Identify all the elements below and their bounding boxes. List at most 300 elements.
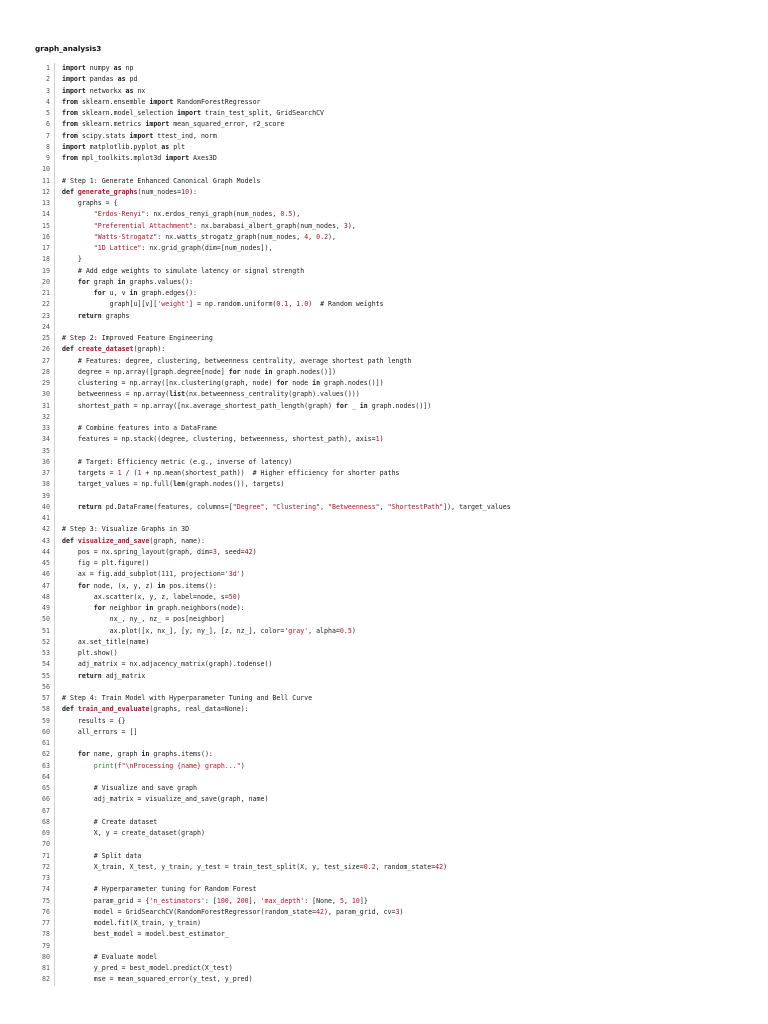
- code-line: [30, 884, 750, 895]
- code-token: 'max_depth': [260, 896, 305, 905]
- line-number: 63: [42, 761, 50, 770]
- gutter-divider: [54, 682, 55, 693]
- gutter-divider: [54, 749, 55, 760]
- code-token: ): [379, 435, 384, 444]
- code-token: return: [77, 502, 102, 511]
- code-token: model.fit(X_train, y_train): [62, 919, 201, 927]
- gutter-divider: [54, 693, 55, 704]
- code-token: # Random weights: [320, 300, 384, 309]
- code-token: import: [129, 131, 154, 140]
- code-token: 4: [304, 232, 309, 241]
- gutter-divider: [54, 839, 55, 850]
- line-number: 16: [42, 232, 50, 241]
- code-token: f"\nProcessing {name} graph...": [117, 761, 241, 770]
- code-token: def: [62, 187, 74, 196]
- code-text: [62, 198, 750, 209]
- code-line: [30, 862, 750, 873]
- line-number: 62: [42, 750, 50, 759]
- code-text: [62, 63, 750, 74]
- gutter-divider: [54, 941, 55, 952]
- line-number: 64: [42, 772, 50, 781]
- code-token: "Clustering": [272, 502, 321, 511]
- code-token: neighbor: [105, 604, 146, 612]
- code-token: 100: [216, 896, 229, 905]
- code-token: for: [276, 379, 289, 387]
- code-text: [62, 479, 750, 490]
- code-token: '3d': [224, 570, 241, 579]
- code-token: import: [149, 97, 174, 106]
- line-number: 17: [42, 244, 50, 252]
- gutter-divider: [54, 266, 55, 277]
- code-line: [30, 547, 750, 558]
- gutter-divider: [54, 761, 55, 772]
- gutter-divider: [54, 434, 55, 445]
- code-token: as: [161, 142, 170, 151]
- code-token: [62, 210, 94, 218]
- code-token: as: [113, 64, 122, 72]
- code-token: ),: [328, 232, 336, 241]
- gutter-divider: [54, 806, 55, 817]
- code-token: ): [236, 592, 241, 601]
- code-token: in: [359, 401, 368, 410]
- code-token: [62, 750, 78, 758]
- code-token: # Features: degree, clustering, betweenness centrality, average shortest path length: [77, 356, 412, 365]
- code-token: def: [62, 705, 74, 714]
- code-token: numpy: [85, 64, 114, 72]
- code-text: [62, 277, 750, 288]
- code-line: [30, 153, 750, 164]
- code-token: return: [77, 311, 102, 320]
- code-text: [62, 592, 750, 603]
- code-line: [30, 367, 750, 378]
- code-text: [62, 288, 750, 299]
- line-number: 76: [42, 907, 50, 916]
- code-line: [30, 468, 750, 479]
- line-number: 73: [42, 874, 50, 882]
- code-token: 3: [395, 907, 400, 916]
- code-text: [62, 626, 750, 637]
- code-token: for: [77, 750, 90, 759]
- code-line: [30, 491, 750, 502]
- code-token: mse = mean_squared_error(y_test, y_pred): [62, 975, 253, 984]
- code-line: [30, 682, 750, 693]
- line-number: 27: [42, 356, 50, 365]
- code-token: from: [62, 154, 78, 162]
- gutter-divider: [54, 277, 55, 288]
- line-number: 40: [42, 502, 50, 511]
- gutter-divider: [54, 254, 55, 265]
- code-token: [62, 672, 78, 680]
- code-token: "1D Lattice": [93, 244, 142, 252]
- code-token: # Combine features into a DataFrame: [77, 424, 217, 432]
- code-token: ax.plot([x, nx_], [y, ny_], [z, nz_], color=: [62, 626, 285, 635]
- line-number: 12: [42, 187, 50, 196]
- code-token: for: [77, 581, 90, 590]
- code-line: [30, 704, 750, 715]
- line-number: 59: [42, 716, 50, 725]
- code-token: pd: [125, 75, 138, 84]
- line-number: 33: [42, 424, 50, 432]
- code-token: graphs = {: [62, 199, 118, 207]
- code-token: [62, 312, 78, 320]
- gutter-divider: [54, 221, 55, 232]
- gutter-divider: [54, 344, 55, 355]
- code-token: def: [62, 345, 74, 354]
- code-token: : nx.erdos_renyi_graph(num_nodes,: [145, 210, 281, 219]
- code-block: [30, 63, 750, 986]
- line-number: 69: [42, 829, 50, 837]
- code-text: [62, 569, 750, 580]
- code-token: sklearn.model_selection: [77, 109, 178, 117]
- code-text: [62, 176, 750, 187]
- gutter-divider: [54, 389, 55, 400]
- code-text: [62, 401, 750, 412]
- line-number: 55: [42, 671, 50, 680]
- code-text: [62, 806, 750, 817]
- gutter-divider: [54, 198, 55, 209]
- code-text: [62, 873, 750, 884]
- line-number: 24: [42, 322, 50, 331]
- code-line: [30, 749, 750, 760]
- code-text: [62, 322, 750, 333]
- gutter-divider: [54, 648, 55, 659]
- line-number: 51: [42, 626, 50, 635]
- line-number: 28: [42, 367, 50, 376]
- code-line: [30, 209, 750, 220]
- code-token: "Watts-Strogatz": [93, 232, 158, 241]
- code-token: # Add edge weights to simulate latency or signal strength: [77, 266, 305, 275]
- code-token: import: [62, 64, 86, 72]
- code-token: 0.2: [363, 862, 376, 871]
- code-line: [30, 659, 750, 670]
- gutter-divider: [54, 86, 55, 97]
- code-token: [62, 582, 78, 590]
- code-line: [30, 783, 750, 794]
- gutter-divider: [54, 862, 55, 873]
- code-token: [62, 503, 78, 511]
- gutter-divider: [54, 119, 55, 130]
- code-line: [30, 243, 750, 254]
- code-text: [62, 524, 750, 535]
- code-text: [62, 929, 750, 940]
- line-number: 66: [42, 795, 50, 804]
- code-text: [62, 209, 750, 220]
- code-token: ],: [248, 896, 261, 905]
- line-number: 46: [42, 570, 50, 579]
- code-token: in: [157, 581, 166, 590]
- code-text: [62, 119, 750, 130]
- code-token: (graph):: [133, 345, 166, 354]
- code-token: X_train, X_test, y_train, y_test = train_test_split(X, y, test_size=: [62, 862, 364, 871]
- code-token: [62, 458, 78, 466]
- code-text: [62, 963, 750, 974]
- line-number: 2: [46, 75, 50, 84]
- code-token: graphs.values():: [125, 277, 194, 286]
- gutter-divider: [54, 322, 55, 333]
- code-line: [30, 299, 750, 310]
- code-token: : [None,: [304, 896, 340, 905]
- code-token: ),: [347, 221, 356, 230]
- code-text: [62, 907, 750, 918]
- code-text: [62, 648, 750, 659]
- code-token: "ShortestPath": [387, 502, 444, 511]
- gutter-divider: [54, 727, 55, 738]
- code-line: [30, 378, 750, 389]
- line-number: 72: [42, 862, 50, 871]
- code-token: [62, 784, 94, 792]
- code-token: # Visualize and save graph: [93, 784, 197, 792]
- code-token: graph.nodes()]): [272, 367, 336, 376]
- code-token: mpl_toolkits.mplot3d: [77, 154, 166, 162]
- code-text: [62, 637, 750, 648]
- code-token: nx_, ny_, nz_ = pos[neighbor]: [62, 615, 225, 624]
- gutter-divider: [54, 592, 55, 603]
- code-token: return: [77, 671, 102, 680]
- gutter-divider: [54, 637, 55, 648]
- gutter-divider: [54, 491, 55, 502]
- code-line: [30, 592, 750, 603]
- code-line: [30, 907, 750, 918]
- gutter-divider: [54, 108, 55, 119]
- code-line: [30, 896, 750, 907]
- gutter-divider: [54, 457, 55, 468]
- code-token: 200: [236, 896, 249, 905]
- code-token: adj_matrix = nx.adjacency_matrix(graph).todense(): [62, 660, 273, 669]
- gutter-divider: [54, 479, 55, 490]
- code-token: import: [62, 142, 86, 151]
- code-text: [62, 378, 750, 389]
- code-token: clustering = np.array([nx.clustering(graph, node): [62, 379, 277, 387]
- gutter-divider: [54, 333, 55, 344]
- code-token: [62, 357, 78, 365]
- code-token: matplotlib.pyplot: [85, 142, 162, 151]
- code-line: [30, 513, 750, 524]
- code-token: ),: [292, 210, 301, 219]
- code-line: [30, 344, 750, 355]
- line-number: 7: [46, 131, 50, 140]
- code-token: in: [145, 604, 154, 612]
- code-token: 3: [343, 221, 348, 230]
- code-token: pd.DataFrame(features, columns=[: [101, 502, 233, 511]
- code-token: graph.nodes()]): [320, 379, 384, 387]
- code-token: import: [177, 109, 201, 117]
- line-number: 70: [42, 840, 50, 849]
- code-line: [30, 581, 750, 592]
- code-token: for: [93, 604, 106, 612]
- line-number: 75: [42, 896, 50, 905]
- code-text: [62, 513, 750, 524]
- line-number: 47: [42, 581, 50, 590]
- code-token: , projection=: [173, 570, 225, 579]
- code-text: [62, 367, 750, 378]
- code-text: [62, 131, 750, 142]
- code-line: [30, 131, 750, 142]
- code-token: in: [312, 379, 321, 387]
- code-text: [62, 918, 750, 929]
- gutter-divider: [54, 569, 55, 580]
- line-number: 14: [42, 210, 50, 219]
- code-token: in: [264, 367, 273, 376]
- code-text: [62, 783, 750, 794]
- code-token: best_model = model.best_estimator_: [62, 930, 229, 939]
- code-token: 1.0: [296, 300, 309, 309]
- code-line: [30, 839, 750, 850]
- code-line: [30, 716, 750, 727]
- code-token: 10: [181, 187, 190, 196]
- code-token: 1: [375, 435, 380, 444]
- code-token: [62, 278, 78, 286]
- line-number: 65: [42, 784, 50, 792]
- code-text: [62, 716, 750, 727]
- code-text: [62, 952, 750, 963]
- line-number: 31: [42, 401, 50, 410]
- code-token: graphs: [101, 311, 130, 320]
- code-token: (graphs, real_data=None):: [149, 705, 249, 714]
- code-token: import: [165, 154, 190, 162]
- line-number: 78: [42, 930, 50, 939]
- code-token: from: [62, 120, 78, 129]
- code-token: ): [240, 570, 245, 579]
- gutter-divider: [54, 513, 55, 524]
- code-token: [62, 233, 94, 241]
- code-token: 'gray': [284, 626, 309, 635]
- line-number: 18: [42, 255, 50, 264]
- code-token: train_and_evaluate: [77, 705, 150, 714]
- code-token: ,: [379, 502, 388, 511]
- code-token: fig = plt.figure(): [62, 559, 150, 567]
- code-token: y_pred = best_model.predict(X_test): [62, 964, 233, 972]
- line-number: 41: [42, 514, 50, 522]
- code-token: [62, 953, 94, 961]
- code-text: [62, 502, 750, 513]
- code-token: from: [62, 97, 78, 106]
- code-token: betweenness = np.array(: [62, 390, 170, 399]
- code-text: [62, 187, 750, 198]
- code-token: [62, 762, 94, 770]
- code-line: [30, 401, 750, 412]
- code-token: visualize_and_save: [77, 536, 150, 545]
- code-text: [62, 389, 750, 400]
- code-text: [62, 536, 750, 547]
- code-text: [62, 761, 750, 772]
- code-line: [30, 434, 750, 445]
- gutter-divider: [54, 164, 55, 175]
- code-line: [30, 221, 750, 232]
- code-token: [62, 244, 94, 252]
- code-text: [62, 896, 750, 907]
- line-number: 20: [42, 277, 50, 286]
- code-token: train_test_split, GridSearchCV: [200, 109, 325, 117]
- code-text: [62, 659, 750, 670]
- code-token: scipy.stats: [77, 131, 130, 140]
- code-line: [30, 266, 750, 277]
- code-token: features = np.stack((degree, clustering, betweenness, shortest_path), axis=: [62, 435, 376, 444]
- code-token: [62, 604, 94, 612]
- code-token: ax.set_title(name): [62, 637, 150, 646]
- code-token: import: [145, 120, 170, 129]
- code-token: node, (x, y, z): [89, 581, 158, 590]
- code-text: [62, 434, 750, 445]
- code-text: [62, 142, 750, 153]
- code-token: : nx.grid_graph(dim=[num_nodes]),: [141, 244, 273, 252]
- code-text: [62, 254, 750, 265]
- code-line: [30, 603, 750, 614]
- line-number: 29: [42, 379, 50, 387]
- code-text: [62, 232, 750, 243]
- gutter-divider: [54, 378, 55, 389]
- gutter-divider: [54, 828, 55, 839]
- line-number: 34: [42, 435, 50, 444]
- gutter-divider: [54, 401, 55, 412]
- code-token: list: [169, 390, 186, 399]
- code-line: [30, 446, 750, 457]
- code-token: targets =: [62, 469, 118, 477]
- code-line: [30, 119, 750, 130]
- code-token: ): [308, 300, 321, 309]
- code-token: ): [351, 626, 356, 635]
- code-line: [30, 772, 750, 783]
- code-token: # Higher efficiency for shorter paths: [252, 469, 400, 477]
- line-number: 68: [42, 817, 50, 826]
- code-line: [30, 277, 750, 288]
- gutter-divider: [54, 603, 55, 614]
- code-token: [62, 818, 94, 826]
- code-line: [30, 322, 750, 333]
- code-token: [62, 424, 78, 432]
- code-token: (: [113, 761, 118, 770]
- code-text: [62, 794, 750, 805]
- code-token: (graph.nodes()), targets): [185, 480, 285, 489]
- code-line: [30, 727, 750, 738]
- line-number: 6: [46, 120, 50, 129]
- code-token: np: [121, 64, 134, 72]
- code-token: ): [240, 761, 245, 770]
- code-text: [62, 491, 750, 502]
- code-text: [62, 693, 750, 704]
- code-token: for: [335, 401, 348, 410]
- gutter-divider: [54, 704, 55, 715]
- code-line: [30, 648, 750, 659]
- code-token: 'weight': [157, 300, 190, 309]
- code-line: [30, 63, 750, 74]
- code-token: ,: [228, 896, 237, 905]
- gutter-divider: [54, 918, 55, 929]
- code-token: : nx.barabasi_albert_graph(num_nodes,: [193, 221, 344, 230]
- code-token: # Split data: [93, 851, 142, 860]
- code-token: "Degree": [232, 502, 265, 511]
- code-token: + np.mean(shortest_path)): [141, 469, 253, 477]
- gutter-divider: [54, 626, 55, 637]
- line-number: 9: [46, 154, 50, 162]
- code-token: len: [173, 480, 186, 489]
- code-token: "Erdos-Renyi": [93, 210, 146, 219]
- code-token: graph.edges():: [137, 289, 198, 297]
- code-text: [62, 446, 750, 457]
- line-number: 36: [42, 457, 50, 466]
- code-line: [30, 86, 750, 97]
- code-line: [30, 524, 750, 535]
- code-line: [30, 502, 750, 513]
- line-number: 38: [42, 480, 50, 489]
- gutter-divider: [54, 974, 55, 985]
- code-token: [62, 852, 94, 860]
- code-line: [30, 626, 750, 637]
- code-token: plt: [169, 142, 186, 151]
- line-number: 74: [42, 885, 50, 894]
- code-line: [30, 198, 750, 209]
- code-token: , random_state=: [375, 862, 436, 871]
- code-token: ,: [308, 232, 317, 241]
